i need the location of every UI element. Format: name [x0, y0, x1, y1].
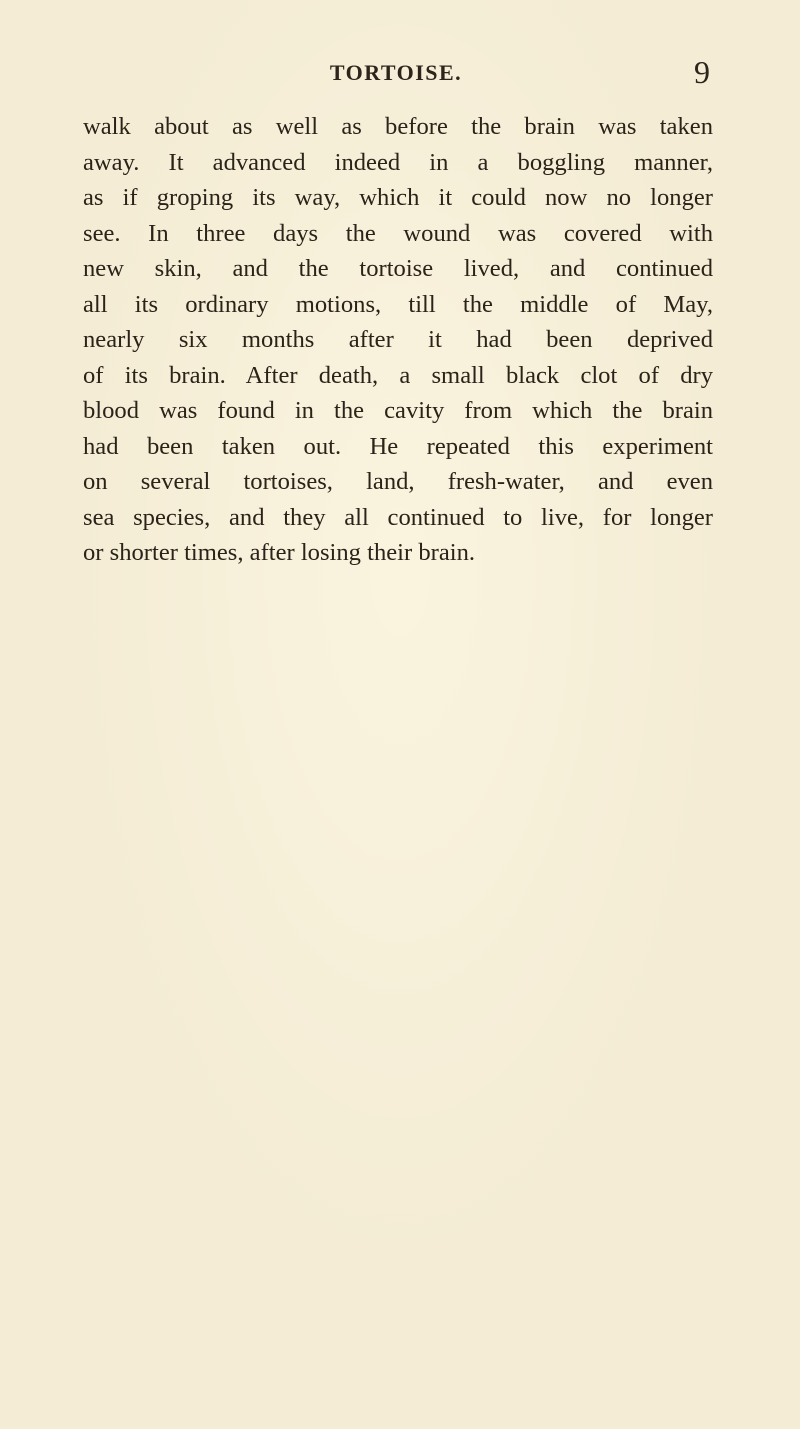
text-line: see. In three days the wound was covered with: [83, 219, 713, 247]
body-paragraph: [83, 109, 713, 571]
text-line: as if groping its way, which it could now no longer: [83, 184, 713, 211]
text-line: nearly six months after it had been deprived: [83, 326, 713, 353]
text-line: on several tortoises, land, fresh-water, and even: [83, 468, 713, 495]
text-line: blood was found in the cavity from which the brain: [83, 397, 713, 424]
text-line: sea species, and they all continued to live, for longer: [83, 503, 713, 531]
running-title: TORTOISE.: [329, 60, 463, 85]
text-line: walk about as well as before the brain was taken: [83, 113, 713, 140]
running-head: [82, 54, 710, 100]
page-number: 9: [694, 54, 710, 90]
text-line: or shorter times, after losing their brain.: [83, 539, 476, 566]
text-line: all its ordinary motions, till the middle of May,: [83, 290, 713, 318]
text-line: new skin, and the tortoise lived, and continued: [83, 255, 713, 282]
text-line: had been taken out. He repeated this experiment: [83, 432, 713, 460]
text-line: away. It advanced indeed in a boggling manner,: [83, 148, 713, 176]
text-line: of its brain. After death, a small black clot of dry: [83, 361, 713, 389]
